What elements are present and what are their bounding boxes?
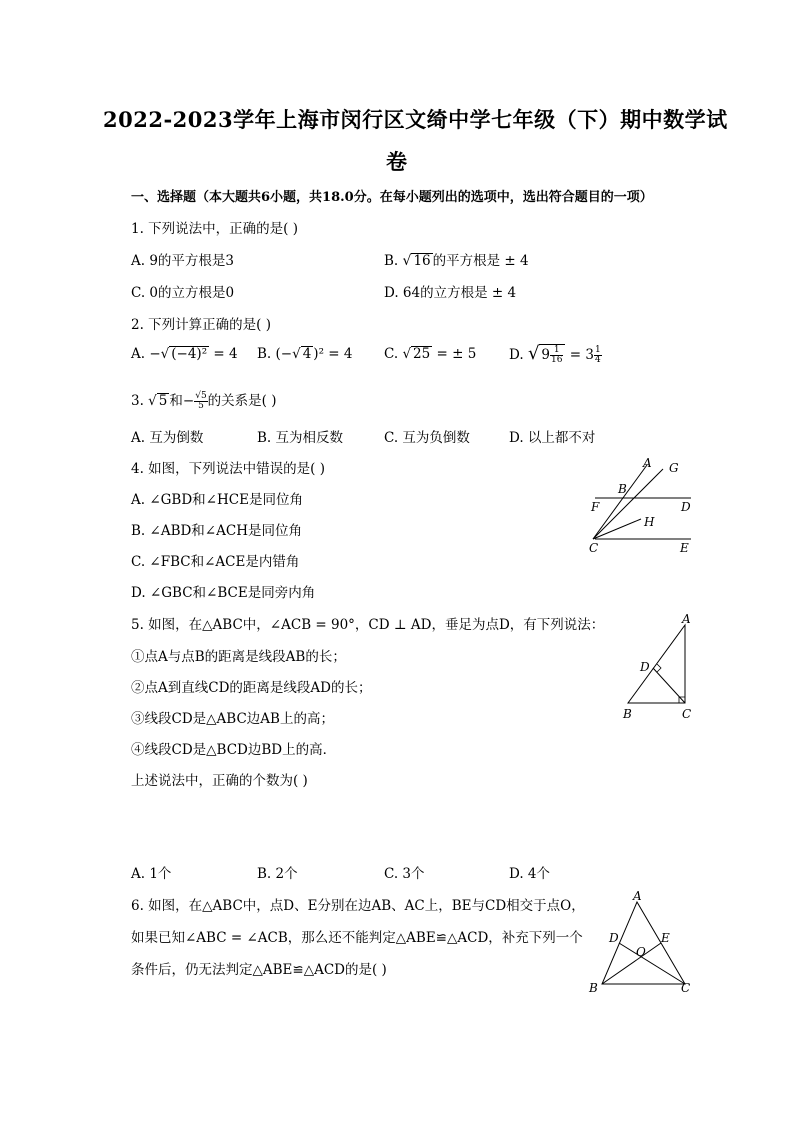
fig4-label-a: A — [643, 456, 652, 470]
question-1-option-d: D. 64的立方根是 ± 4 — [384, 285, 517, 301]
question-5-stem: 5. 如图，在△ABC中，∠ACB = 90°，CD ⊥ AD，垂足为点D，有下列说法： — [131, 617, 605, 633]
fig4-label-c: C — [589, 541, 599, 555]
question-5-statement-4: ④线段CD是△BCD边BD上的高． — [131, 742, 337, 758]
question-5-statement-2: ②点A到直线CD的距离是线段AD的长； — [131, 680, 372, 696]
fig5-label-a: A — [682, 612, 691, 626]
question-4-figure — [585, 453, 700, 558]
question-4-option-b: B. ∠ABD和∠ACH是同位角 — [131, 523, 302, 539]
fig6-label-o: O — [636, 945, 646, 959]
question-1-stem: 1. 下列说法中，正确的是( ) — [131, 221, 298, 237]
fig4-label-f: F — [591, 500, 600, 514]
question-2-option-b: B. (−√ 4 )² = 4 — [257, 346, 353, 362]
question-3-option-c: C. 互为负倒数 — [384, 430, 470, 446]
question-4-option-a: A. ∠GBD和∠HCE是同位角 — [131, 492, 303, 508]
question-2-stem: 2. 下列计算正确的是( ) — [131, 317, 271, 333]
exam-title-line2: 卷 — [386, 149, 408, 174]
question-3-option-d: D. 以上都不对 — [509, 430, 596, 446]
question-5-option-b: B. 2个 — [257, 866, 298, 882]
question-5-ask: 上述说法中，正确的个数为( ) — [131, 773, 308, 789]
question-5-statement-1: ①点A与点B的距离是线段AB的长； — [131, 649, 346, 665]
question-3-option-b: B. 互为相反数 — [257, 430, 344, 446]
triangle-abc — [628, 625, 685, 703]
section-heading: 一、选择题（本大题共6小题，共18.0分。在每小题列出的选项中，选出符合题目的一项） — [131, 190, 653, 205]
question-5-figure — [615, 610, 700, 725]
fig6-label-e: E — [661, 931, 670, 945]
fig4-label-b: B — [618, 482, 627, 496]
exam-title-line1: 2022-2023学年上海市闵行区文绮中学七年级（下）期中数学试 — [103, 107, 728, 132]
question-1-option-b: B. √ 16 的平方根是 ± 4 — [384, 253, 529, 269]
fig6-label-b: B — [589, 981, 598, 995]
right-angle-d — [657, 664, 661, 672]
question-6-line-1: 6. 如图，在△ABC中，点D、E分别在边AB、AC上，BE与CD相交于点O， — [131, 898, 585, 914]
question-5-option-d: D. 4个 — [509, 866, 551, 882]
question-5-statement-3: ③线段CD是△ABC边AB上的高； — [131, 711, 334, 727]
fig5-label-c: C — [682, 707, 692, 721]
fig5-label-d: D — [640, 660, 650, 674]
question-6-line-3: 条件后，仍无法判定△ABE≌△ACD的是( ) — [131, 962, 387, 978]
fig4-label-g: G — [669, 461, 679, 475]
question-6-figure — [585, 890, 695, 1000]
fig6-label-d: D — [609, 931, 619, 945]
question-3-stem: 3. √ 5 和− $\frac{√5}{5}$ 的关系是( ) — [131, 391, 277, 411]
radicand: 16 — [413, 253, 431, 269]
question-3-option-a: A. 互为倒数 — [131, 430, 204, 446]
question-4-stem: 4. 如图，下列说法中错误的是( ) — [131, 461, 325, 477]
question-5-option-c: C. 3个 — [384, 866, 425, 882]
question-2-option-d: D. √ 9 $\frac{1}{16}$ = 3 $\frac{1}{4}$ — [509, 343, 601, 365]
fig5-label-b: B — [623, 707, 632, 721]
segment-cd — [653, 668, 685, 703]
question-1-option-c: C. 0的立方根是0 — [131, 285, 235, 301]
question-2-option-c: C. √ 25 = ± 5 — [384, 346, 477, 362]
fig6-label-a: A — [633, 890, 642, 903]
question-5-option-a: A. 1个 — [131, 866, 172, 882]
fig4-label-h: H — [644, 515, 655, 529]
question-4-option-c: C. ∠FBC和∠ACE是内错角 — [131, 554, 300, 570]
question-4-option-d: D. ∠GBC和∠BCE是同旁内角 — [131, 585, 316, 601]
fig6-label-c: C — [681, 981, 691, 995]
question-1-option-a: A. 9的平方根是3 — [131, 253, 235, 269]
question-2-option-a: A. −√ (−4)² = 4 — [131, 346, 238, 362]
fig4-label-e: E — [680, 541, 689, 555]
question-6-line-2: 如果已知∠ABC = ∠ACB，那么还不能判定△ABE≌△ACD，补充下列一个 — [131, 930, 583, 946]
fig4-label-d: D — [681, 500, 691, 514]
